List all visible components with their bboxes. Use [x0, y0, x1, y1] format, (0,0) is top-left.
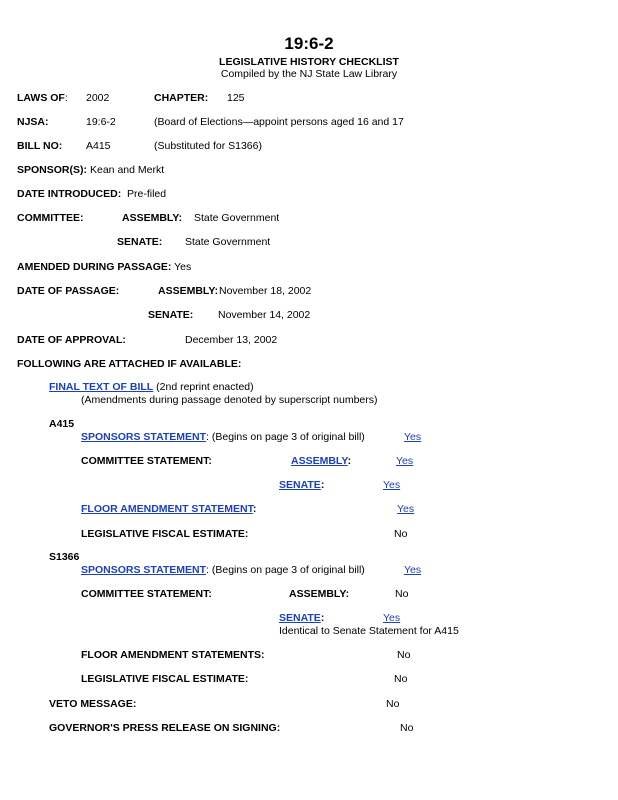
- a415-sponsors-statement-row: [81, 431, 365, 444]
- s1366-senate-yes-link[interactable]: Yes: [383, 612, 401, 624]
- committee-label: COMMITTEE:: [17, 212, 84, 224]
- passage-assembly-value: November 18, 2002: [219, 285, 312, 297]
- passage-senate-value: November 14, 2002: [218, 309, 311, 321]
- a415-floor-amendment-link[interactable]: FLOOR AMENDMENT STATEMENT: [81, 503, 253, 515]
- njsa-value: 19:6-2: [86, 116, 116, 128]
- a415-senate-row: [279, 479, 324, 492]
- date-of-approval-label: DATE OF APPROVAL:: [17, 334, 126, 346]
- a415-floor-amendment-colon: :: [252, 503, 257, 515]
- a415-sponsors-statement-yes-link[interactable]: Yes: [404, 431, 422, 443]
- bill-no-label: BILL NO:: [17, 140, 63, 152]
- s1366-assembly-value: No: [395, 588, 409, 600]
- amended-row: [17, 261, 191, 274]
- a415-assembly-colon: :: [347, 455, 352, 467]
- s1366-fiscal-estimate-value: No: [394, 673, 408, 685]
- s1366-committee-statement-label: COMMITTEE STATEMENT:: [81, 588, 212, 600]
- bill-no-value: A415: [86, 140, 111, 152]
- final-text-note: (2nd reprint enacted): [156, 381, 254, 393]
- committee-assembly-label: ASSEMBLY:: [122, 212, 183, 224]
- laws-of-value: 2002: [86, 92, 110, 104]
- committee-senate-label: SENATE:: [117, 236, 163, 248]
- a415-senate-colon: :: [320, 479, 325, 491]
- document-subtitle: LEGISLATIVE HISTORY CHECKLIST: [219, 56, 399, 68]
- bill-no-note: (Substituted for S1366): [154, 140, 262, 152]
- final-text-row: [49, 381, 254, 394]
- press-release-value: No: [400, 722, 414, 734]
- a415-fiscal-estimate-value: No: [394, 528, 408, 540]
- passage-assembly-label: ASSEMBLY:: [158, 285, 219, 297]
- a415-assembly-row: [291, 455, 351, 468]
- a415-fiscal-estimate-label: LEGISLATIVE FISCAL ESTIMATE:: [81, 528, 249, 540]
- passage-senate-label: SENATE:: [148, 309, 194, 321]
- chapter-label: CHAPTER:: [154, 92, 209, 104]
- chapter-value: 125: [227, 92, 245, 104]
- date-of-approval-value: December 13, 2002: [185, 334, 278, 346]
- a415-committee-statement-label: COMMITTEE STATEMENT:: [81, 455, 212, 467]
- sponsors-value: Kean and Merkt: [90, 164, 165, 176]
- a415-sponsors-statement-link[interactable]: SPONSORS STATEMENT: [81, 431, 207, 443]
- s1366-sponsors-statement-link[interactable]: SPONSORS STATEMENT: [81, 564, 207, 576]
- amended-label: AMENDED DURING PASSAGE:: [17, 261, 172, 273]
- compiled-by: Compiled by the NJ State Law Library: [220, 68, 398, 80]
- laws-of-label: LAWS OF: [17, 92, 65, 104]
- veto-message-label: VETO MESSAGE:: [49, 698, 137, 710]
- a415-heading: A415: [49, 418, 75, 430]
- a415-assembly-link[interactable]: ASSEMBLY: [291, 455, 348, 467]
- s1366-senate-note: Identical to Senate Statement for A415: [279, 625, 459, 637]
- s1366-senate-row: [279, 612, 324, 625]
- s1366-assembly-label: ASSEMBLY:: [289, 588, 350, 600]
- final-text-amendments-note: (Amendments during passage denoted by superscript numbers): [81, 394, 378, 406]
- s1366-sponsors-statement-row: [81, 564, 365, 577]
- press-release-label: GOVERNOR'S PRESS RELEASE ON SIGNING:: [49, 722, 281, 734]
- a415-assembly-yes-link[interactable]: Yes: [396, 455, 414, 467]
- a415-senate-link[interactable]: SENATE: [279, 479, 321, 491]
- committee-senate-value: State Government: [185, 236, 271, 248]
- s1366-senate-colon: :: [320, 612, 325, 624]
- njsa-label: NJSA:: [17, 116, 49, 128]
- s1366-heading: S1366: [49, 551, 80, 563]
- s1366-floor-amendment-label: FLOOR AMENDMENT STATEMENTS:: [81, 649, 265, 661]
- a415-floor-amendment-yes-link[interactable]: Yes: [397, 503, 415, 515]
- s1366-sponsors-statement-note: : (Begins on page 3 of original bill): [206, 564, 365, 576]
- veto-message-value: No: [386, 698, 400, 710]
- s1366-sponsors-statement-yes-link[interactable]: Yes: [404, 564, 422, 576]
- date-introduced-label: DATE INTRODUCED:: [17, 188, 122, 200]
- committee-assembly-value: State Government: [194, 212, 280, 224]
- date-of-passage-label: DATE OF PASSAGE:: [17, 285, 120, 297]
- a415-floor-amendment-row: [81, 503, 256, 516]
- s1366-fiscal-estimate-label: LEGISLATIVE FISCAL ESTIMATE:: [81, 673, 249, 685]
- a415-sponsors-statement-note: : (Begins on page 3 of original bill): [206, 431, 365, 443]
- date-introduced-value: Pre-filed: [127, 188, 167, 200]
- njsa-description: (Board of Elections—appoint persons aged 16 and 17: [154, 116, 404, 128]
- s1366-senate-link[interactable]: SENATE: [279, 612, 321, 624]
- laws-of-colon: :: [64, 92, 68, 104]
- laws-of-label-group: [17, 92, 68, 105]
- sponsors-label: SPONSOR(S):: [17, 164, 88, 176]
- page-title: 19:6-2: [284, 34, 334, 53]
- s1366-floor-amendment-value: No: [397, 649, 411, 661]
- amended-value: Yes: [174, 261, 192, 273]
- a415-senate-yes-link[interactable]: Yes: [383, 479, 401, 491]
- final-text-of-bill-link[interactable]: FINAL TEXT OF BILL: [49, 381, 154, 393]
- attached-heading: FOLLOWING ARE ATTACHED IF AVAILABLE:: [17, 358, 242, 370]
